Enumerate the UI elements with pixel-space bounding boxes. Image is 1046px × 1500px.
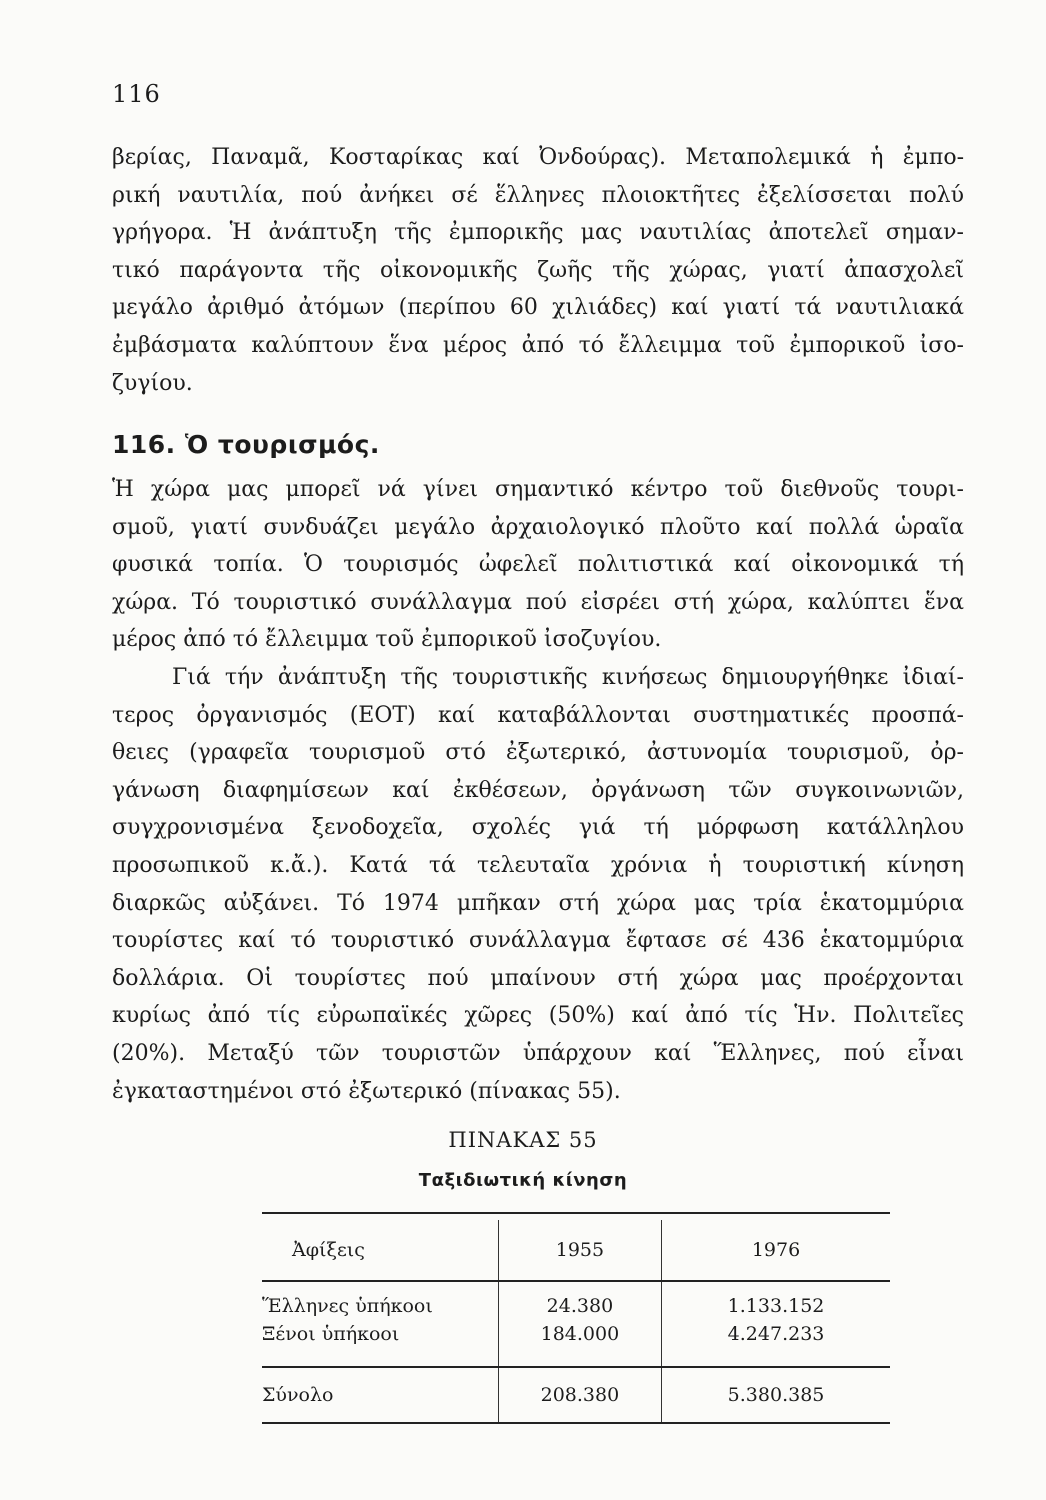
table-row	[262, 1320, 890, 1348]
paragraph-3-line: Γιά τήν ἀνάπτυξη τῆς τουριστικῆς κινήσεως δημιουργήθηκε ἰδιαί-	[172, 665, 964, 690]
header-1955: 1955	[498, 1220, 661, 1281]
paragraph-2-line: χώρα. Τό τουριστικό συνάλλαγμα πού εἰσρέει στή χώρα, καλύπτει ἕνα	[112, 589, 964, 615]
paragraph-1-line: ρική ναυτιλία, πού ἀνήκει σέ ἕλληνες πλοιοκτῆτες ἐξελίσσεται πολύ	[112, 182, 964, 208]
paragraph-3-line: κυρίως ἀπό τίς εὐρωπαϊκές χῶρες (50%) καί ἀπό τίς Ἡν. Πολιτεῖες	[112, 1003, 964, 1029]
paragraph-1-line: ζυγίου.	[112, 370, 193, 396]
paragraph-1-line: μεγάλο ἀριθμό ἀτόμων (περίπου 60 χιλιάδες) καί γιατί τά ναυτιλιακά	[112, 295, 964, 321]
row-label: Ἕλληνες ὑπήκοοι	[262, 1295, 433, 1317]
table-total-row	[262, 1367, 890, 1423]
table-spacer	[262, 1348, 890, 1367]
paragraph-3-line: προσωπικοῦ κ.ἄ.). Κατά τά τελευταῖα χρόνια ἡ τουριστική κίνηση	[112, 852, 964, 878]
paragraph-3-line: διαρκῶς αὐξάνει. Τό 1974 μπῆκαν στή χώρα μας τρία ἑκατομμύρια	[112, 890, 964, 916]
table-title: ΠΙΝΑΚΑΣ 55	[448, 1128, 598, 1152]
table-top-rule	[262, 1213, 890, 1220]
paragraph-3-line: (20%). Μεταξύ τῶν τουριστῶν ὑπάρχουν καί Ἕλληνες, πού εἶναι	[112, 1040, 964, 1066]
total-label: Σύνολο	[262, 1367, 498, 1423]
total-1955: 208.380	[498, 1367, 661, 1423]
header-1976: 1976	[662, 1220, 890, 1281]
paragraph-2-line: Ἡ χώρα μας μπορεῖ νά γίνει σημαντικό κέντρο τοῦ διεθνοῦς τουρι-	[112, 477, 964, 502]
paragraph-1-line: βερίας, Παναμᾶ, Κοσταρίκας καί Ὀνδούρας). Μεταπολεμικά ἡ ἐμπο-	[112, 145, 964, 170]
table-header-row	[262, 1220, 890, 1281]
paragraph-1	[112, 139, 964, 402]
paragraph-2-line: σμοῦ, γιατί συνδυάζει μεγάλο ἀρχαιολογικό πλοῦτο καί πολλά ὡραῖα	[112, 514, 964, 540]
paragraph-1-line: γρήγορα. Ἡ ἀνάπτυξη τῆς ἐμπορικῆς μας ναυτιλίας ἀποτελεῖ σημαν-	[112, 220, 964, 246]
paragraph-3-line: γάνωση διαφημίσεων καί ἐκθέσεων, ὀργάνωση τῶν συγκοινωνιῶν,	[112, 777, 964, 803]
paragraph-2	[112, 471, 964, 659]
paragraph-3-line: τερος ὀργανισμός (ΕΟΤ) καί καταβάλλονται συστηματικές προσπά-	[112, 702, 964, 728]
row-1955: 24.380	[498, 1281, 661, 1320]
paragraph-3-line: συγχρονισμένα ξενοδοχεῖα, σχολές γιά τή μόρφωση κατάλληλου	[112, 815, 964, 841]
paragraph-1-line: τικό παράγοντα τῆς οἰκονομικῆς ζωῆς τῆς χώρας, γιατί ἀπασχολεῖ	[112, 257, 964, 283]
row-label: Ξένοι ὑπήκοοι	[262, 1323, 400, 1345]
paragraph-3-line: τουρίστες καί τό τουριστικό συνάλλαγμα ἔφτασε σέ 436 ἑκατομμύρια	[112, 928, 964, 954]
paragraph-3-line: ἐγκαταστημένοι στό ἐξωτερικό (πίνακας 55).	[112, 1078, 621, 1104]
row-1976: 4.247.233	[662, 1320, 890, 1348]
paragraph-1-line: ἐμβάσματα καλύπτουν ἕνα μέρος ἀπό τό ἔλλειμμα τοῦ ἐμπορικοῦ ἰσο-	[112, 332, 964, 358]
travel-table	[262, 1212, 890, 1424]
paragraph-3-line: δολλάρια. Οἱ τουρίστες πού μπαίνουν στή χώρα μας προέρχονται	[112, 965, 964, 991]
row-1955: 184.000	[498, 1320, 661, 1348]
table-row	[262, 1281, 890, 1320]
header-arrivals: Ἀφίξεις	[262, 1220, 498, 1281]
paragraph-3	[112, 659, 964, 1110]
paragraph-3-line: θειες (γραφεῖα τουρισμοῦ στό ἐξωτερικό, ἀστυνομία τουρισμοῦ, ὀρ-	[112, 740, 964, 766]
table-caption: Ταξιδιωτική κίνηση	[418, 1170, 628, 1191]
page-number: 116	[112, 80, 161, 108]
section-heading: 116. Ὁ τουρισμός.	[112, 430, 380, 459]
paragraph-2-line: μέρος ἀπό τό ἔλλειμμα τοῦ ἐμπορικοῦ ἰσοζυγίου.	[112, 627, 662, 653]
paragraph-2-line: φυσικά τοπία. Ὁ τουρισμός ὠφελεῖ πολιτιστικά καί οἰκονομικά τή	[112, 552, 964, 578]
row-1976: 1.133.152	[662, 1281, 890, 1320]
total-1976: 5.380.385	[662, 1367, 890, 1423]
